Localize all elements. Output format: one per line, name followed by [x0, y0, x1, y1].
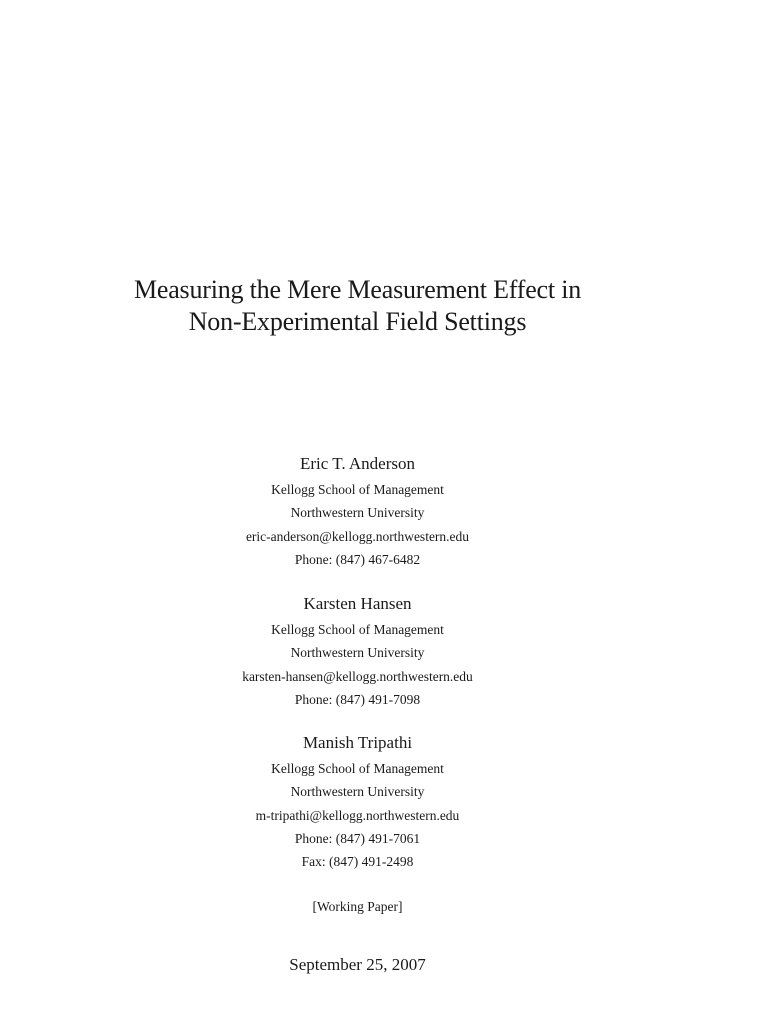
author-name: Manish Tripathi — [302, 733, 413, 752]
author-school: Kellogg School of Management — [271, 761, 444, 776]
paper-title-line-1: Measuring the Mere Measurement Effect in — [133, 275, 582, 304]
author-name: Karsten Hansen — [303, 594, 412, 613]
author-university: Northwestern University — [290, 505, 425, 521]
author-phone: Phone: (847) 467-6482 — [294, 551, 421, 567]
author-school: Kellogg School of Management — [271, 622, 444, 637]
author-phone: Phone: (847) 491-7098 — [294, 691, 421, 707]
author-email: m-tripathi@kellogg.northwestern.edu — [255, 807, 460, 823]
author-email: karsten-hansen@kellogg.northwestern.edu — [242, 668, 473, 684]
author-block-anderson — [0, 453, 715, 571]
author-school: Kellogg School of Management — [271, 482, 444, 497]
paper-title — [0, 274, 715, 338]
author-block-hansen — [0, 593, 715, 711]
author-block-tripathi — [0, 732, 715, 873]
author-email: eric-anderson@kellogg.northwestern.edu — [245, 528, 470, 544]
author-fax: Fax: (847) 491-2498 — [301, 854, 414, 870]
author-phone: Phone: (847) 491-7061 — [294, 830, 421, 846]
paper-title-line-2: Non-Experimental Field Settings — [188, 307, 527, 336]
working-paper-note: [Working Paper] — [312, 899, 403, 914]
paper-date: September 25, 2007 — [289, 955, 426, 974]
author-university: Northwestern University — [290, 645, 425, 661]
author-name: Eric T. Anderson — [299, 454, 416, 473]
author-university: Northwestern University — [290, 784, 425, 800]
